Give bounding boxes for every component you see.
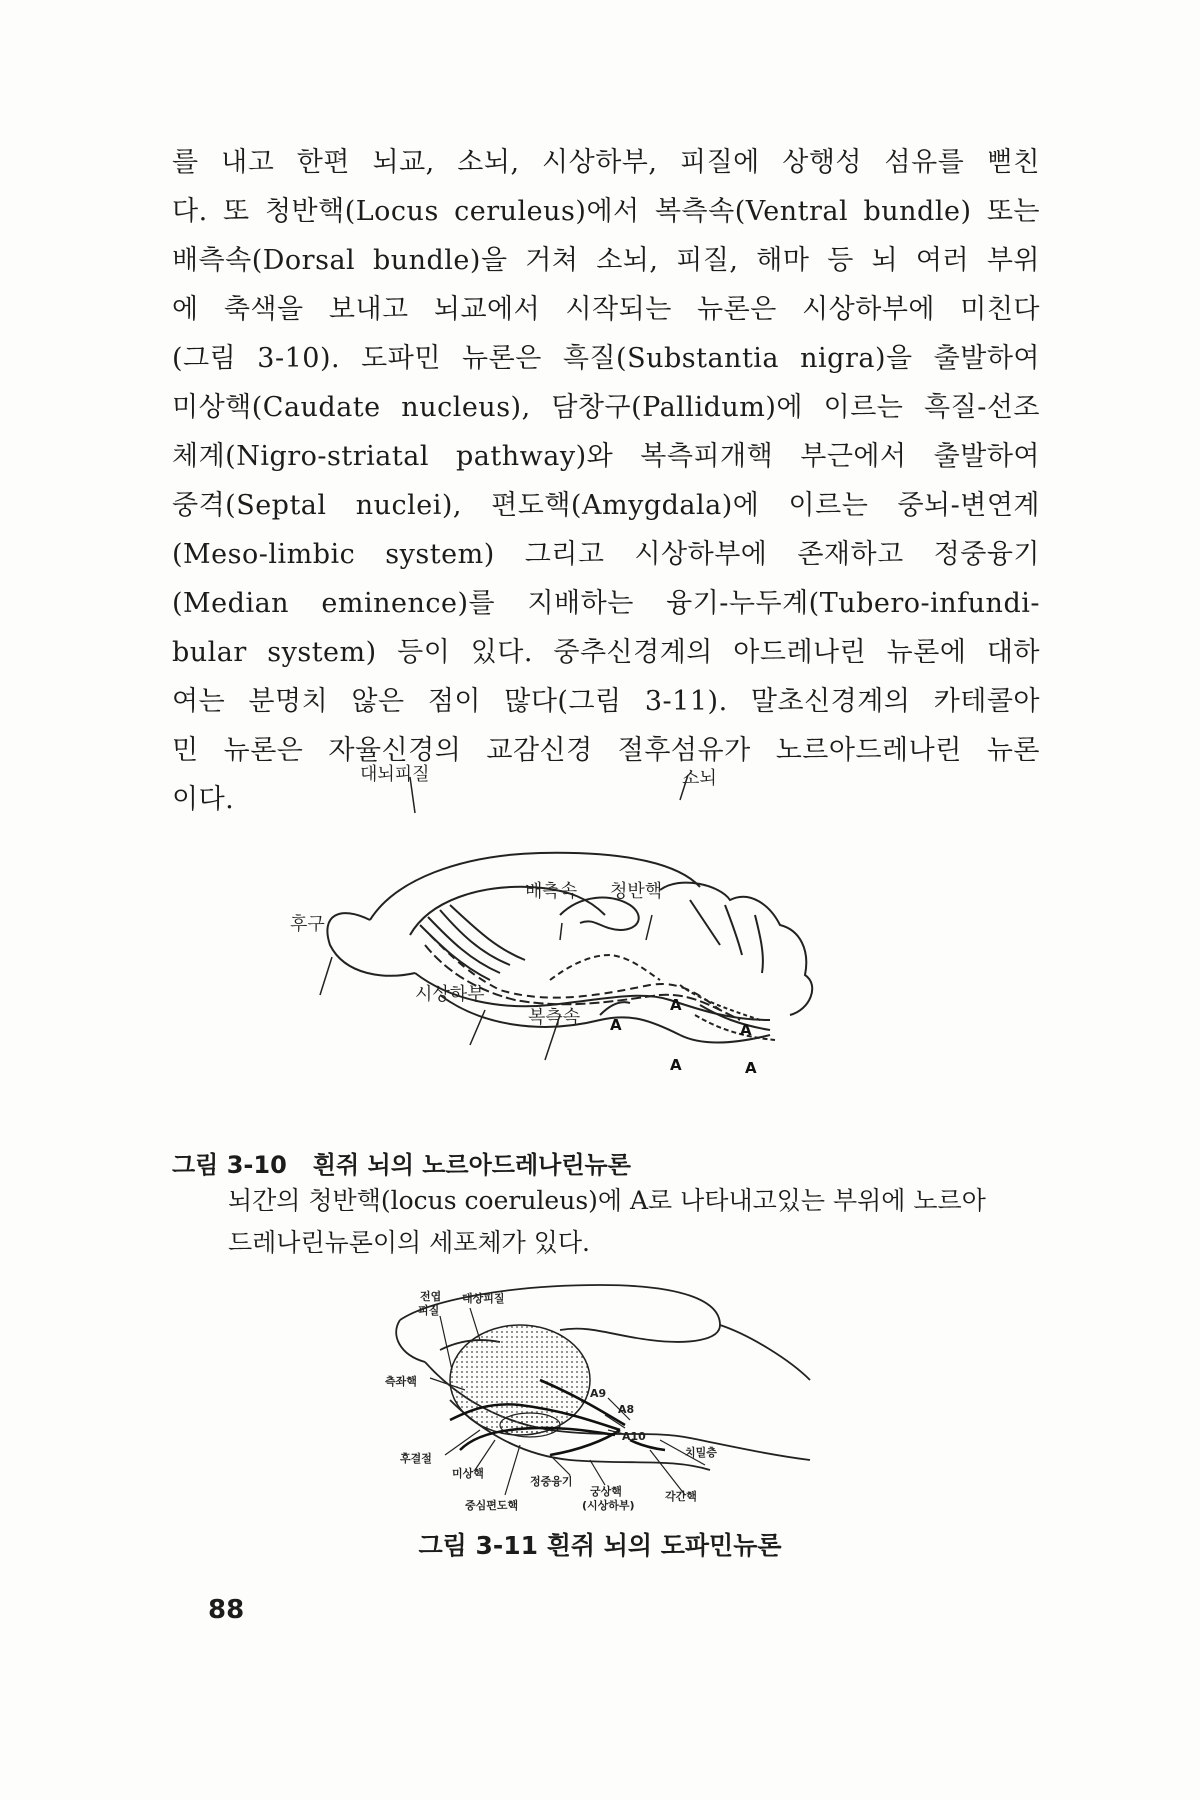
- a-mark: A: [740, 1021, 752, 1039]
- label-cortex: 대뇌피질: [360, 764, 430, 785]
- text-line: 다. 또 청반핵(Locus ceruleus)에서 복측속(Ventral bundle) 또는: [172, 196, 1040, 227]
- text-line: 중격(Septal nuclei), 편도핵(Amygdala)에 이르는 중뇌-변연계: [172, 490, 1040, 521]
- figure-caption-3-10: [172, 1145, 1032, 1180]
- text-line: bular system) 등이 있다. 중추신경계의 아드레나린 뉴론에 대하: [172, 637, 1040, 668]
- label-prefrontal: 전엽: [420, 1290, 442, 1303]
- figure-number: 그림 3-10: [172, 1151, 287, 1179]
- text-line: 체계(Nigro-striatal pathway)와 복측피개핵 부근에서 출발하여: [172, 441, 1040, 472]
- label-olfactory-bulb: 후구: [290, 914, 325, 935]
- label-cerebellum: 소뇌: [682, 768, 717, 789]
- label-a8: A8: [618, 1403, 635, 1416]
- a-mark: A: [610, 1016, 622, 1034]
- a-mark: A: [670, 996, 682, 1014]
- label-ventral-bundle: 복측속: [528, 1007, 581, 1028]
- label-septal: 측좌핵: [385, 1375, 417, 1388]
- a-mark: A: [670, 1056, 682, 1074]
- text-line: (그림 3-10). 도파민 뉴론은 흑질(Substantia nigra)을 출발하여: [172, 343, 1040, 374]
- figure-title: 흰쥐 뇌의 노르아드레나린뉴론: [312, 1151, 631, 1179]
- label-a10: A10: [622, 1430, 646, 1443]
- text-line: 를 내고 한편 뇌교, 소뇌, 시상하부, 피질에 상행성 섬유를 뻗친: [172, 147, 1040, 178]
- label-olfactory-tubercle: 후결절: [400, 1452, 432, 1465]
- label-interpeduncular: 치밀층: [685, 1446, 717, 1459]
- body-text: [172, 138, 1040, 824]
- label-arcuate: 궁상핵: [590, 1485, 622, 1498]
- figure-caption-3-11: 그림 3-11 흰쥐 뇌의 도파민뉴론: [418, 1531, 782, 1560]
- label-cingulate: 대상피질: [462, 1292, 505, 1305]
- label-dorsal-bundle: 배측속: [525, 881, 578, 902]
- text-line: 민 뉴론은 자율신경의 교감신경 절후섬유가 노르아드레나린 뉴론: [172, 735, 1040, 766]
- text-line: (Meso-limbic system) 그리고 시상하부에 존재하고 정중융기: [172, 539, 1040, 570]
- text-line: 여는 분명치 않은 점이 많다(그림 3-11). 말초신경계의 카테콜아: [172, 686, 1040, 717]
- label-a9: A9: [590, 1387, 607, 1400]
- description-line: 드레나린뉴론이의 세포체가 있다.: [228, 1228, 590, 1257]
- label-hypothalamus-paren: (시상하부): [582, 1499, 635, 1512]
- text-line: 배측속(Dorsal bundle)을 거쳐 소뇌, 피질, 해마 등 뇌 여러 부위: [172, 245, 1040, 276]
- text-line: (Median eminence)를 지배하는 융기-누두계(Tubero-infundi-: [172, 588, 1040, 619]
- text-line: 이다.: [172, 784, 235, 815]
- label-median-eminence: 정중융기: [530, 1475, 573, 1488]
- label-hypothalamus: 시상하부: [415, 984, 485, 1005]
- text-line: 미상핵(Caudate nucleus), 담창구(Pallidum)에 이르는 흑질-선조: [172, 392, 1040, 423]
- description-line: 뇌간의 청반핵(locus coeruleus)에 A로 나타내고있는 부위에 노르아: [228, 1186, 986, 1215]
- figure-description: [228, 1180, 1038, 1264]
- label-locus-ceruleus: 청반핵: [610, 881, 663, 902]
- label-prefrontal-2: 피질: [418, 1304, 440, 1317]
- a-mark: A: [745, 1059, 757, 1077]
- label-cortical-nucleus: 각간핵: [665, 1490, 697, 1503]
- text-line: 에 축색을 보내고 뇌교에서 시작되는 뉴론은 시상하부에 미친다: [172, 294, 1040, 325]
- label-amygdala: 중심편도핵: [465, 1499, 519, 1512]
- page-number: 88: [208, 1595, 245, 1625]
- label-caudate: 미상핵: [452, 1467, 484, 1480]
- figure-dopamine-neurons: [385, 1280, 820, 1520]
- figure1-labels: [290, 760, 940, 1090]
